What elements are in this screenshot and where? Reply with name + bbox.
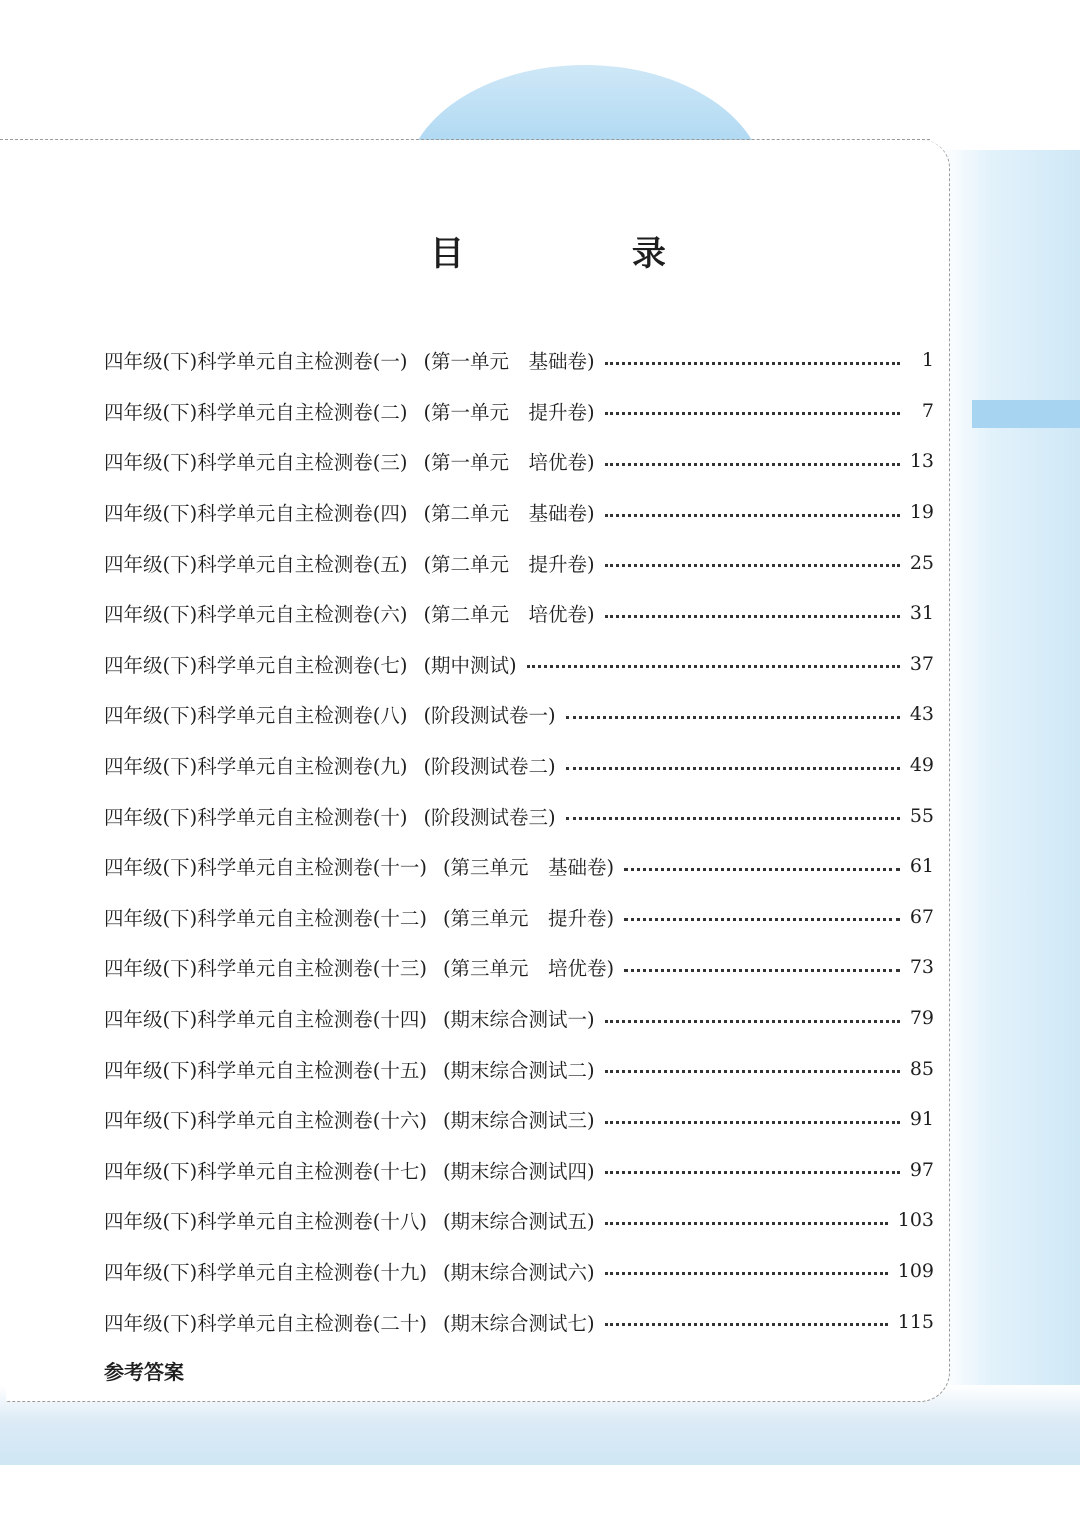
toc-dot-leader bbox=[605, 514, 900, 517]
toc-dot-leader bbox=[605, 412, 900, 415]
toc-entry-title: 四年级(下)科学单元自主检测卷(四) bbox=[104, 502, 408, 526]
toc-entry-subtitle: (第二单元 提升卷) bbox=[423, 552, 595, 576]
toc-entry-subtitle: (期末综合测试一) bbox=[442, 1008, 595, 1032]
toc-entry-subtitle: (第二单元 基础卷) bbox=[423, 502, 595, 526]
toc-entry-subtitle: (第三单元 提升卷) bbox=[442, 906, 615, 930]
toc-entry[interactable] bbox=[104, 588, 934, 639]
toc-entry-subtitle: (第三单元 基础卷) bbox=[442, 856, 615, 880]
toc-entry-title: 四年级(下)科学单元自主检测卷(八) bbox=[104, 704, 408, 728]
toc-entry-title: 四年级(下)科学单元自主检测卷(二十) bbox=[104, 1311, 427, 1335]
answers-link[interactable]: 参考答案 bbox=[104, 1360, 184, 1384]
toc-entry-title: 四年级(下)科学单元自主检测卷(十一) bbox=[104, 856, 427, 880]
toc-entry[interactable] bbox=[104, 1145, 934, 1196]
toc-page-number: 73 bbox=[909, 956, 934, 979]
toc-entry[interactable] bbox=[104, 790, 934, 841]
toc-entry-title: 四年级(下)科学单元自主检测卷(二) bbox=[104, 400, 408, 424]
toc-dot-leader bbox=[624, 918, 900, 921]
toc-page-number: 37 bbox=[909, 652, 934, 675]
toc-page-number: 43 bbox=[909, 703, 934, 726]
toc-dot-leader bbox=[566, 817, 900, 820]
toc-entry[interactable] bbox=[104, 487, 934, 538]
toc-entry[interactable] bbox=[104, 689, 934, 740]
toc-entry-title: 四年级(下)科学单元自主检测卷(九) bbox=[104, 755, 408, 779]
toc-entry-subtitle: (期末综合测试七) bbox=[442, 1311, 595, 1335]
toc-page-number: 55 bbox=[909, 804, 934, 827]
table-of-contents bbox=[104, 335, 934, 1347]
toc-page-number: 19 bbox=[909, 501, 934, 524]
toc-entry-title: 四年级(下)科学单元自主检测卷(十七) bbox=[104, 1159, 427, 1183]
toc-entry-title: 四年级(下)科学单元自主检测卷(七) bbox=[104, 653, 408, 677]
toc-dot-leader bbox=[605, 1070, 900, 1073]
toc-entry-subtitle: (期中测试) bbox=[423, 653, 517, 677]
right-band-decoration bbox=[972, 400, 1080, 428]
toc-entry[interactable] bbox=[104, 639, 934, 690]
toc-entry-subtitle: (期末综合测试六) bbox=[442, 1260, 595, 1284]
toc-entry-title: 四年级(下)科学单元自主检测卷(十四) bbox=[104, 1008, 427, 1032]
toc-dot-leader bbox=[605, 463, 900, 466]
toc-page-number: 25 bbox=[909, 551, 934, 574]
toc-page-number: 91 bbox=[909, 1108, 934, 1131]
toc-entry-subtitle: (第一单元 基础卷) bbox=[423, 350, 595, 374]
toc-entry[interactable] bbox=[104, 1296, 934, 1347]
toc-entry-subtitle: (第二单元 培优卷) bbox=[423, 603, 595, 627]
toc-dot-leader bbox=[624, 868, 900, 871]
toc-entry-subtitle: (第一单元 培优卷) bbox=[423, 451, 595, 475]
toc-page-number: 97 bbox=[909, 1158, 934, 1181]
toc-entry-subtitle: (阶段测试卷三) bbox=[423, 805, 556, 829]
toc-entry-title: 四年级(下)科学单元自主检测卷(三) bbox=[104, 451, 408, 475]
toc-dot-leader bbox=[605, 362, 900, 365]
toc-page-number: 103 bbox=[897, 1209, 934, 1232]
toc-dot-leader bbox=[605, 615, 900, 618]
toc-entry-title: 四年级(下)科学单元自主检测卷(十九) bbox=[104, 1260, 427, 1284]
toc-entry[interactable] bbox=[104, 386, 934, 437]
toc-dot-leader bbox=[605, 564, 900, 567]
toc-dot-leader bbox=[624, 969, 900, 972]
toc-dot-leader bbox=[605, 1171, 900, 1174]
toc-entry-subtitle: (阶段测试卷一) bbox=[423, 704, 556, 728]
toc-entry-title: 四年级(下)科学单元自主检测卷(十六) bbox=[104, 1109, 427, 1133]
toc-dot-leader bbox=[566, 767, 900, 770]
toc-dot-leader bbox=[605, 1323, 888, 1326]
toc-page-number: 1 bbox=[921, 349, 934, 372]
toc-entry[interactable] bbox=[104, 892, 934, 943]
toc-page-number: 31 bbox=[909, 602, 934, 625]
toc-page-number: 67 bbox=[909, 905, 934, 928]
toc-page-number: 115 bbox=[897, 1310, 934, 1333]
toc-entry[interactable] bbox=[104, 740, 934, 791]
toc-page-number: 109 bbox=[897, 1259, 934, 1282]
toc-entry-title: 四年级(下)科学单元自主检测卷(十五) bbox=[104, 1058, 427, 1082]
toc-dot-leader bbox=[605, 1272, 888, 1275]
toc-entry[interactable] bbox=[104, 841, 934, 892]
toc-entry[interactable] bbox=[104, 1043, 934, 1094]
toc-entry-title: 四年级(下)科学单元自主检测卷(一) bbox=[104, 350, 408, 374]
toc-entry[interactable] bbox=[104, 942, 934, 993]
toc-dot-leader bbox=[605, 1121, 900, 1124]
toc-entry-title: 四年级(下)科学单元自主检测卷(十) bbox=[104, 805, 408, 829]
toc-page-number: 7 bbox=[921, 399, 934, 422]
toc-entry-title: 四年级(下)科学单元自主检测卷(五) bbox=[104, 552, 408, 576]
toc-entry[interactable] bbox=[104, 1195, 934, 1246]
toc-dot-leader bbox=[527, 665, 900, 668]
toc-entry-subtitle: (期末综合测试四) bbox=[442, 1159, 595, 1183]
toc-dot-leader bbox=[605, 1020, 900, 1023]
toc-entry[interactable] bbox=[104, 537, 934, 588]
toc-page-number: 79 bbox=[909, 1007, 934, 1030]
toc-entry-title: 四年级(下)科学单元自主检测卷(十二) bbox=[104, 906, 427, 930]
toc-entry-subtitle: (期末综合测试五) bbox=[442, 1210, 595, 1234]
toc-entry-subtitle: (阶段测试卷二) bbox=[423, 755, 556, 779]
right-side-decoration bbox=[940, 150, 1080, 1450]
toc-entry-subtitle: (第三单元 培优卷) bbox=[442, 957, 615, 981]
toc-entry[interactable] bbox=[104, 335, 934, 386]
toc-entry[interactable] bbox=[104, 1246, 934, 1297]
toc-page-number: 49 bbox=[909, 754, 934, 777]
toc-dot-leader bbox=[566, 716, 900, 719]
toc-entry-subtitle: (第一单元 提升卷) bbox=[423, 400, 595, 424]
toc-dot-leader bbox=[605, 1222, 888, 1225]
toc-entry[interactable] bbox=[104, 993, 934, 1044]
toc-page-number: 13 bbox=[909, 450, 934, 473]
page-title: 目 录 bbox=[430, 234, 744, 274]
toc-page-number: 85 bbox=[909, 1057, 934, 1080]
toc-page-number: 61 bbox=[909, 855, 934, 878]
toc-entry[interactable] bbox=[104, 1094, 934, 1145]
toc-entry-title: 四年级(下)科学单元自主检测卷(十三) bbox=[104, 957, 427, 981]
toc-entry-subtitle: (期末综合测试二) bbox=[442, 1058, 595, 1082]
toc-entry-title: 四年级(下)科学单元自主检测卷(十八) bbox=[104, 1210, 427, 1234]
toc-entry[interactable] bbox=[104, 436, 934, 487]
toc-entry-subtitle: (期末综合测试三) bbox=[442, 1109, 595, 1133]
toc-entry-title: 四年级(下)科学单元自主检测卷(六) bbox=[104, 603, 408, 627]
